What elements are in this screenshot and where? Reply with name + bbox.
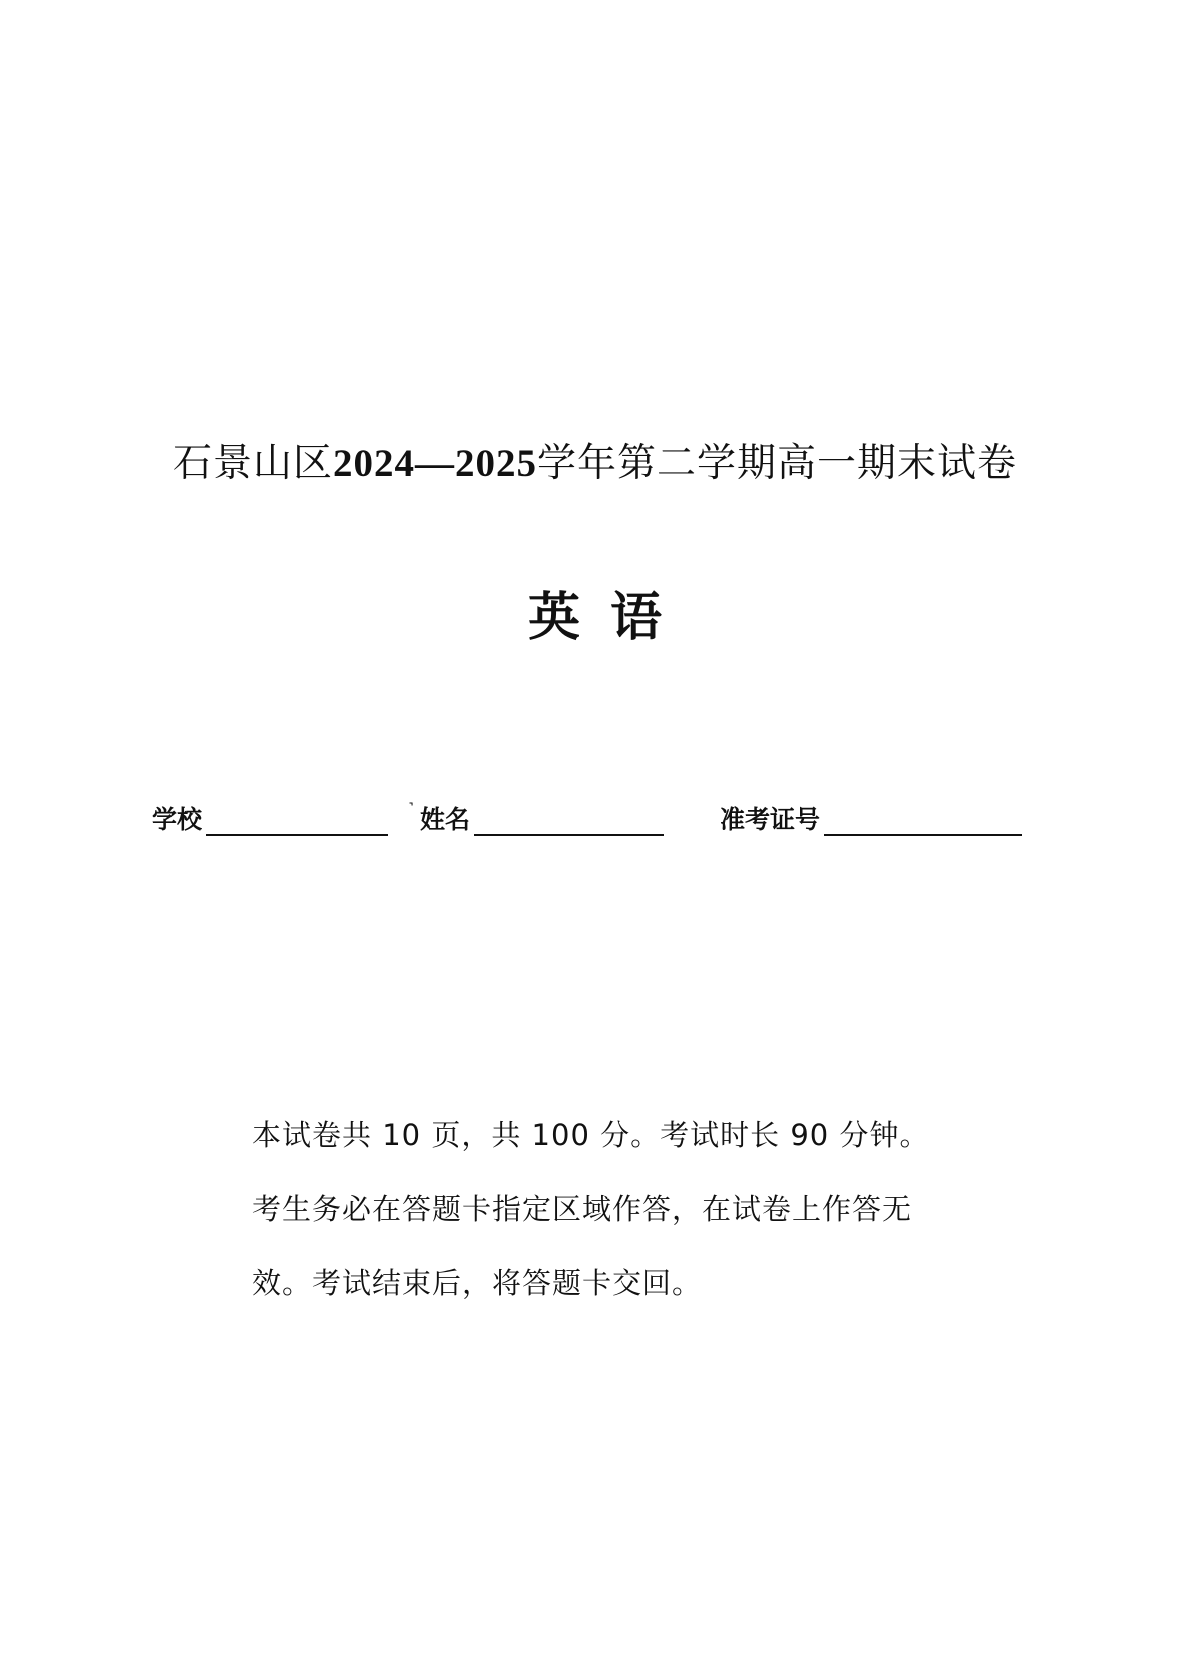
school-label: 学校 [152, 805, 203, 834]
school-blank-line[interactable] [206, 808, 388, 836]
exam-id-blank-line[interactable] [824, 808, 1022, 836]
exam-title-years: 2024—2025 [333, 442, 537, 485]
instruction-line: 本试卷共 10 页，共 100 分。考试时长 90 分钟。 [252, 1118, 930, 1152]
exam-id-field [720, 800, 1022, 836]
instruction-line: 考生务必在答题卡指定区域作答，在试卷上作答无 [252, 1192, 913, 1226]
student-info-row [0, 800, 1190, 850]
subject-title: 英语 [527, 588, 692, 648]
stray-mark: ˺ [408, 800, 414, 821]
exam-title [0, 432, 1190, 488]
exam-title-prefix: 石景山区 [172, 441, 333, 486]
exam-id-label: 准考证号 [720, 805, 821, 834]
name-label: 姓名 [420, 805, 471, 834]
exam-instructions [252, 1098, 1052, 1320]
name-field [408, 800, 664, 836]
school-field [152, 800, 388, 836]
exam-title-suffix: 学年第二学期高一期末试卷 [537, 441, 1018, 486]
name-blank-line[interactable] [474, 808, 664, 836]
instruction-line: 效。考试结束后，将答题卡交回。 [252, 1266, 703, 1300]
